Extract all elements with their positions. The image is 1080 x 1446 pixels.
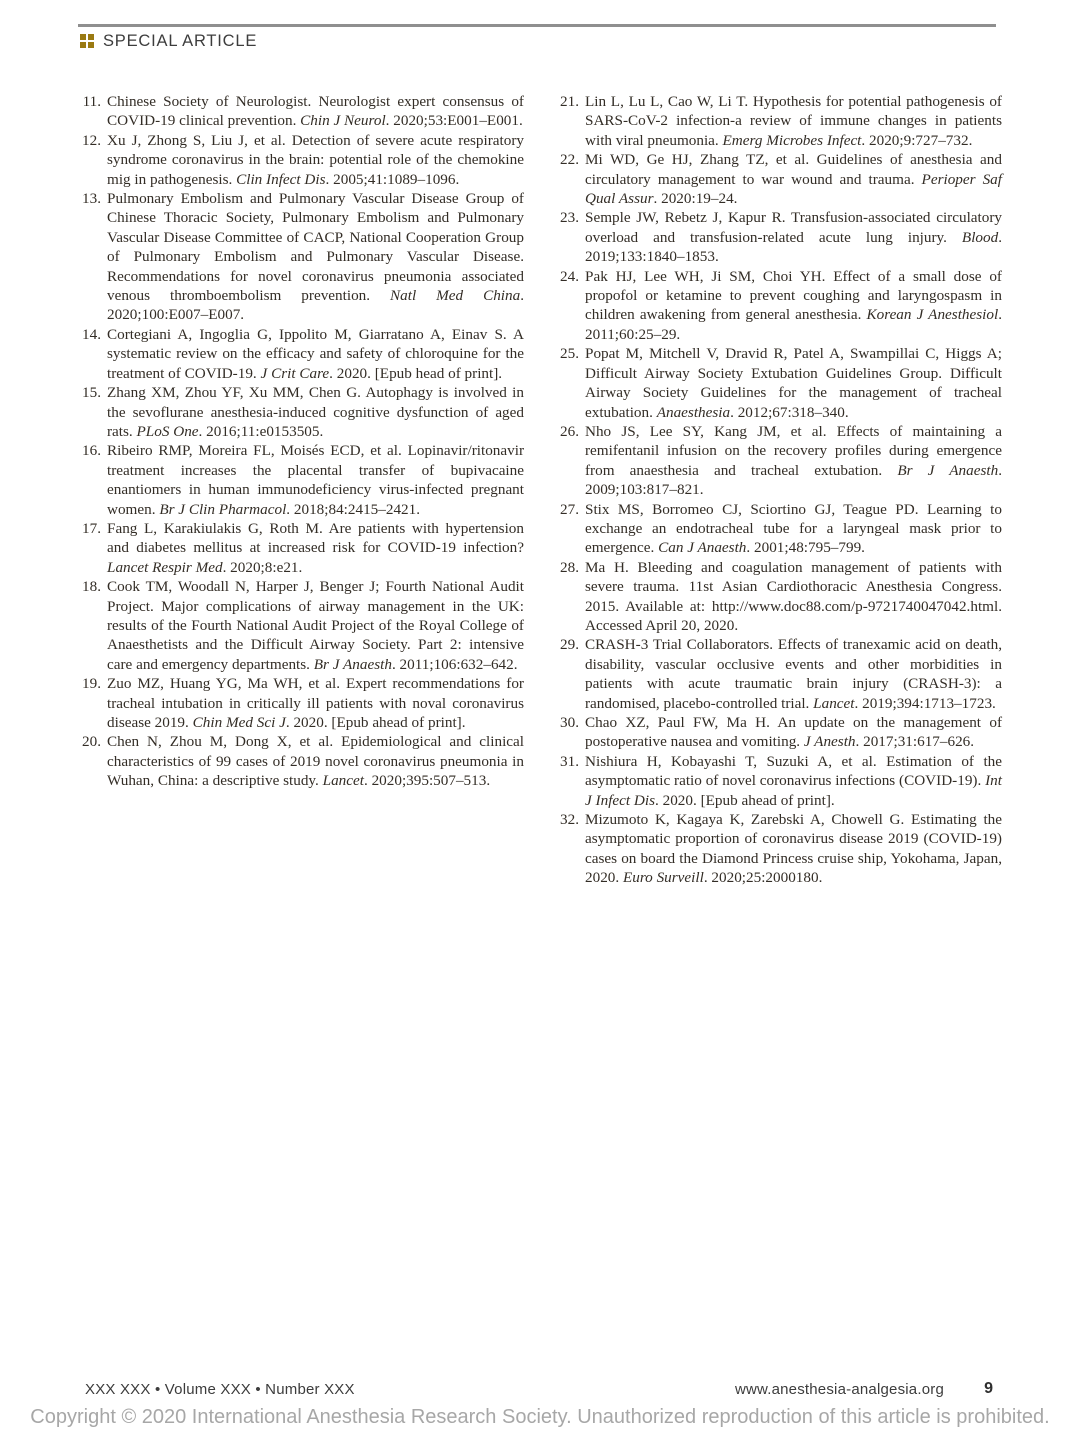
reference-text: Ribeiro RMP, Moreira FL, Moisés ECD, et al. Lopinavir/ritonavir treatment increases the placental transfer of bupivacaine enantiomers in human immunodeficiency virus-infected pregnant women. Br J Clin Pharmacol. 2018;84:2415–2421. bbox=[107, 442, 524, 518]
reference-item bbox=[556, 208, 1002, 266]
reference-item bbox=[556, 422, 1002, 500]
reference-number: 12. bbox=[82, 131, 101, 149]
reference-number: 26. bbox=[560, 422, 579, 440]
reference-text: Xu J, Zhong S, Liu J, et al. Detection of severe acute respiratory syndrome coronavirus in the brain: potential role of the chemokine mig in pathogenesis. Clin Infect Dis. 2005;41:1089–1096. bbox=[107, 131, 524, 188]
reference-number: 24. bbox=[560, 267, 579, 285]
reference-number: 29. bbox=[560, 636, 579, 654]
reference-item bbox=[78, 131, 524, 189]
reference-text: Zuo MZ, Huang YG, Ma WH, et al. Expert recommendations for tracheal intubation in critically ill patients with noval coronavirus disease 2019. Chin Med Sci J. 2020. [Epub ahead of print]. bbox=[107, 675, 524, 731]
reference-item bbox=[78, 383, 524, 441]
reference-text: Nishiura H, Kobayashi T, Suzuki A, et al. Estimation of the asymptomatic ratio of novel coronavirus infections (COVID-19). Int J Infect Dis. 2020. [Epub ahead of print]. bbox=[585, 752, 1002, 809]
reference-text: Popat M, Mitchell V, Dravid R, Patel A, Swampillai C, Higgs A; Difficult Airway Society Extubation Guidelines Group. Difficult Airway Society Guidelines for the management of tracheal extubation. Anaesthesia. 2012;67:318–340. bbox=[585, 345, 1002, 421]
reference-item bbox=[556, 267, 1002, 345]
reference-number: 28. bbox=[560, 558, 579, 576]
reference-text: Chinese Society of Neurologist. Neurologist expert consensus of COVID-19 clinical prevention. Chin J Neurol. 2020;53:E001–E001. bbox=[107, 93, 524, 130]
reference-item bbox=[78, 519, 524, 577]
reference-text: Mi WD, Ge HJ, Zhang TZ, et al. Guidelines of anesthesia and circulatory management to war wound and trauma. Perioper Saf Qual Assur. 2020:19–24. bbox=[585, 151, 1002, 208]
reference-number: 19. bbox=[82, 675, 101, 693]
page-number: 9 bbox=[984, 1380, 993, 1397]
reference-text: Pak HJ, Lee WH, Ji SM, Choi YH. Effect of a small dose of propofol or ketamine to prevent coughing and laryngospasm in children awakening from general anesthesia. Korean J Anesthesiol. 2011;60:25–29. bbox=[585, 267, 1002, 343]
reference-number: 14. bbox=[82, 325, 101, 343]
reference-number: 17. bbox=[82, 519, 101, 537]
reference-item bbox=[556, 92, 1002, 150]
reference-text: Stix MS, Borromeo CJ, Sciortino GJ, Teague PD. Learning to exchange an endotracheal tube for a laryngeal mask prior to emergence. Can J Anaesth. 2001;48:795–799. bbox=[585, 500, 1002, 557]
reference-text: Mizumoto K, Kagaya K, Zarebski A, Chowell G. Estimating the asymptomatic proportion of coronavirus disease 2019 (COVID-19) cases on board the Diamond Princess cruise ship, Yokohama, Japan, 2020. Euro Surveill. 2020;25:2000180. bbox=[585, 811, 1002, 887]
reference-item bbox=[78, 189, 524, 325]
reference-text: Zhang XM, Zhou YF, Xu MM, Chen G. Autophagy is involved in the sevoflurane anesthesia-induced cognitive dysfunction of aged rats. PLoS One. 2016;11:e0153505. bbox=[107, 384, 524, 440]
reference-item bbox=[556, 635, 1002, 713]
reference-number: 23. bbox=[560, 209, 579, 227]
reference-text: Nho JS, Lee SY, Kang JM, et al. Effects of maintaining a remifentanil infusion on the recovery profiles during emergence from anaesthesia and tracheal extubation. Br J Anaesth. 2009;103:817–821. bbox=[585, 422, 1002, 499]
reference-item bbox=[556, 344, 1002, 422]
reference-number: 31. bbox=[560, 752, 579, 770]
reference-item bbox=[556, 150, 1002, 208]
reference-number: 13. bbox=[82, 190, 101, 208]
reference-item bbox=[78, 325, 524, 383]
reference-text: Semple JW, Rebetz J, Kapur R. Transfusion-associated circulatory overload and transfusion-related acute lung injury. Blood. 2019;133:1840–1853. bbox=[585, 209, 1002, 266]
reference-text: Chao XZ, Paul FW, Ma H. An update on the management of postoperative nausea and vomiting. J Anesth. 2017;31:617–626. bbox=[585, 714, 1002, 751]
reference-text: Fang L, Karakiulakis G, Roth M. Are patients with hypertension and diabetes mellitus at increased risk for COVID-19 infection? Lancet Respir Med. 2020;8:e21. bbox=[107, 519, 524, 576]
reference-item bbox=[556, 500, 1002, 558]
reference-text: Pulmonary Embolism and Pulmonary Vascular Disease Group of Chinese Thoracic Society, Pulmonary Embolism and Pulmonary Vascular Disease Committee of CACP, National Cooperation Group of Pulmonary Embolism and Pulmonary Vascular Disease. Recommendations for novel coronavirus pneumonia associated venous thromboembolism prevention. Natl Med China. 2020;100:E007–E007. bbox=[107, 190, 525, 324]
reference-column-left bbox=[78, 92, 524, 888]
reference-text: CRASH-3 Trial Collaborators. Effects of tranexamic acid on death, disability, vascular occlusive events and other morbidities in patients with acute traumatic brain injury (CRASH-3): a randomised, placebo-controlled trial. Lancet. 2019;394:1713–1723. bbox=[585, 636, 1002, 712]
reference-list bbox=[78, 92, 1002, 888]
page-footer bbox=[0, 1381, 1080, 1403]
reference-number: 21. bbox=[560, 93, 579, 110]
reference-item bbox=[556, 752, 1002, 810]
reference-number: 32. bbox=[560, 811, 579, 829]
reference-item bbox=[556, 810, 1002, 888]
reference-text: Cortegiani A, Ingoglia G, Ippolito M, Giarratano A, Einav S. A systematic review on the efficacy and safety of chloroquine for the treatment of COVID-19. J Crit Care. 2020. [Epub head of print]. bbox=[107, 325, 524, 382]
reference-number: 11. bbox=[82, 93, 101, 110]
reference-number: 18. bbox=[82, 578, 101, 596]
reference-item bbox=[78, 577, 524, 674]
reference-text: Chen N, Zhou M, Dong X, et al. Epidemiological and clinical characteristics of 99 cases of 2019 novel coronavirus pneumonia in Wuhan, China: a descriptive study. Lancet. 2020;395:507–513. bbox=[107, 733, 524, 790]
header-rule bbox=[78, 24, 996, 27]
reference-item bbox=[78, 92, 524, 131]
reference-item bbox=[556, 713, 1002, 752]
issue-info: XXX XXX • Volume XXX • Number XXX bbox=[85, 1381, 355, 1398]
reference-number: 25. bbox=[560, 345, 579, 363]
reference-number: 22. bbox=[560, 151, 579, 169]
reference-item bbox=[78, 674, 524, 732]
reference-item bbox=[78, 441, 524, 519]
reference-number: 27. bbox=[560, 500, 579, 518]
reference-number: 15. bbox=[82, 384, 101, 402]
reference-item bbox=[556, 558, 1002, 636]
reference-number: 30. bbox=[560, 714, 579, 731]
reference-text: Ma H. Bleeding and coagulation management of patients with severe trauma. 11st Asian Cardiothoracic Anesthesia Congress. 2015. Available at: http://www.doc88.com/p-9721740047042.html. Accessed April 20, 2020. bbox=[585, 558, 1002, 634]
reference-text: Cook TM, Woodall N, Harper J, Benger J; Fourth National Audit Project. Major complications of airway management in the UK: results of the Fourth National Audit Project of the Royal College of Anaesthetists and the Difficult Airway Society. Part 2: intensive care and emergency departments. Br J Anaesth. 2011;106:632–642. bbox=[107, 578, 524, 673]
reference-column-right bbox=[556, 92, 1002, 888]
reference-number: 20. bbox=[82, 733, 101, 751]
reference-text: Lin L, Lu L, Cao W, Li T. Hypothesis for potential pathogenesis of SARS-CoV-2 infection-a review of immune changes in patients with viral pneumonia. Emerg Microbes Infect. 2020;9:727–732. bbox=[585, 93, 1002, 149]
reference-number: 16. bbox=[82, 442, 101, 460]
squares-grid-icon bbox=[80, 34, 95, 49]
journal-website: www.anesthesia-analgesia.org bbox=[734, 1381, 944, 1398]
article-type-label: SPECIAL ARTICLE bbox=[103, 32, 258, 50]
copyright-notice: Copyright © 2020 International Anesthesia Research Society. Unauthorized reproduction of this article is prohibited. bbox=[30, 1406, 1050, 1428]
reference-item bbox=[78, 732, 524, 790]
article-type-header bbox=[80, 32, 257, 51]
